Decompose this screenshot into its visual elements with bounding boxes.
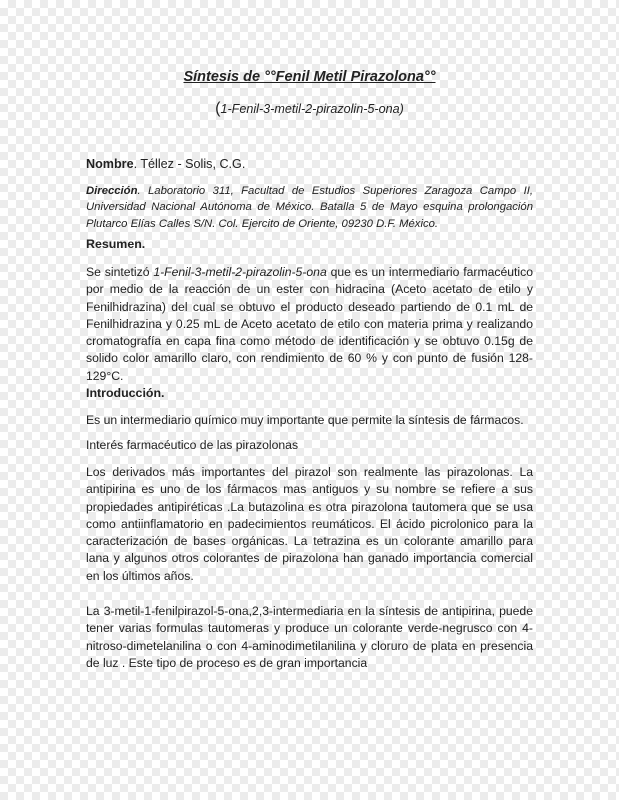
address-block <box>86 183 533 232</box>
document-subtitle <box>0 100 619 118</box>
address-label: Dirección <box>86 185 138 197</box>
resumen-compound: 1-Fenil-3-metil-2-pirazolin-5-ona <box>153 265 327 279</box>
resumen-paragraph <box>86 264 533 385</box>
subtitle-text: 1-Fenil-3-metil-2-pirazolin-5-ona) <box>220 102 404 116</box>
author-name: . Téllez - Solis, C.G. <box>133 157 246 171</box>
subtitle-paren: ( <box>215 100 221 117</box>
document-title: Síntesis de °°Fenil Metil Pirazolona°° <box>183 69 436 85</box>
resumen-post: que es un intermediario farmacéutico por medio de la reacción de un ester con hidracina (Aceto acetato de etilo y Fenilhidrazina) del cual se obtuvo el producto deseado partiendo de 0.1 mL de Fenilhidrazina y 0.25 mL de Aceto acetato de etilo con materia prima y realizando cromatografía en capa fina como método de identificación y se obtuvo 0.15g de solido color amarillo claro, con rendimiento de 60 % y con punto de fusión 128-129°C. <box>86 265 533 383</box>
intro-paragraph-4: La 3-metil-1-fenilpirazol-5-ona,2,3-intermediaria en la síntesis de antipirina, puede tener varias formulas tautomeras y produce un colorante verde-negrusco con 4-nitroso-dimetelanilina o con 4-aminodimetilanilina y cloruro de plata en presencia de luz . Este tipo de proceso es de gran importancia <box>86 604 533 670</box>
intro-paragraph-3: Los derivados más importantes del pirazol son realmente las pirazolonas. La antipirina es uno de los fármacos mas antiguos y su nombre se refiere a sus propiedades antipiréticas .La butazolina es otra pirazolona tautomera que se usa como antiinflamatorio en padecimientos reumáticos. El ácido picrolonico para la caracterización de bases orgánicas. La tetrazina es un colorante amarillo para lana y algunos otros colorantes de pirazolona han ganado importancia comercial en los últimos años. <box>86 465 533 583</box>
resumen-pre: Se sintetizó <box>86 265 154 279</box>
introduccion-heading: Introducción. <box>86 386 165 400</box>
intro-paragraph-1: Es un intermediario químico muy importante que permite la síntesis de fármacos. <box>86 413 524 427</box>
address-text: . Laboratorio 311, Facultad de Estudios Superiores Zaragoza Campo II, Universidad Nacional Autónoma de México. Batalla 5 de Mayo esquina prolongación Plutarco Elías Calles S/N. Col. Ejercito de Oriente, 09230 D.F. México. <box>86 185 533 230</box>
author-label: Nombre <box>86 157 134 171</box>
author-line <box>86 157 533 171</box>
intro-paragraph-2: Interés farmacéutico de las pirazolonas <box>86 438 299 452</box>
resumen-heading: Resumen. <box>86 237 146 251</box>
